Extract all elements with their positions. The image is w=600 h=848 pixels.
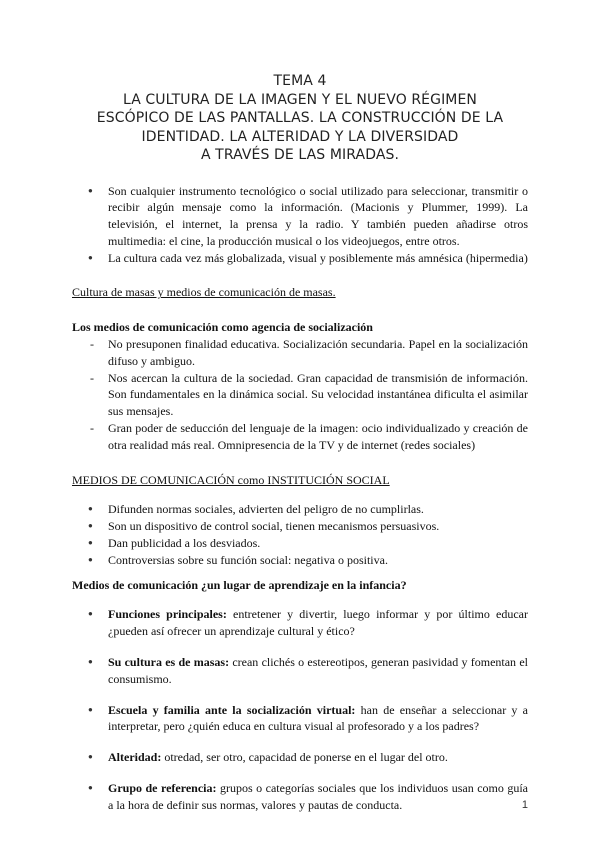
list-item	[72, 749, 528, 766]
item-term: Funciones principales:	[108, 607, 227, 622]
list-item	[72, 702, 528, 736]
item-text: grupos o categorías sociales que los individuos usan como guía a la hora de definir sus normas, valores y pautas de conducta.	[108, 781, 529, 812]
section-heading-agencia: Los medios de comunicación como agencia de socialización	[72, 320, 373, 335]
list-item: ● La cultura cada vez más globalizada, visual y posiblemente más amnésica (hipermedia)	[72, 250, 528, 267]
list-item: ● Controversias sobre su función social: negativa o positiva.	[72, 552, 528, 569]
list-item	[72, 780, 528, 814]
list-item: - No presuponen finalidad educativa. Socialización secundaria. Papel en la socialización difuso y ambiguo.	[72, 336, 528, 370]
page-number: 1	[521, 799, 528, 811]
list-item: ● Son cualquier instrumento tecnológico o social utilizado para seleccionar, transmitir o recibir algún mensaje como la información. (Macionis y Plummer, 1999). La televisión, el internet, la prensa y la radio. Y también pueden añadirse otros multimedia: el cine, la producción musical o los videojuegos, entre otros.	[72, 183, 528, 250]
agencia-list	[72, 336, 528, 454]
item-term: Escuela y familia ante la socialización virtual:	[108, 702, 356, 717]
item-text: otredad, ser otro, capacidad de ponerse en el lugar del otro.	[161, 750, 448, 765]
list-item: ● Dan publicidad a los desviados.	[72, 535, 528, 552]
list-item: - Gran poder de seducción del lenguaje de la imagen: ocio individualizado y creación de otra realidad más real. Omnipresencia de la TV y de internet (redes sociales)	[72, 420, 528, 454]
title-line: ESCÓPICO DE LAS PANTALLAS. LA CONSTRUCCIÓN DE LA	[96, 110, 504, 126]
list-item: ● Son un dispositivo de control social, tienen mecanismos persuasivos.	[72, 518, 528, 535]
document-title	[72, 72, 528, 165]
title-line: TEMA 4	[273, 73, 327, 89]
item-term: Grupo de referencia:	[108, 781, 217, 796]
title-line: A TRAVÉS DE LAS MIRADAS.	[200, 147, 400, 163]
list-item: ● Difunden normas sociales, advierten del peligro de no cumplirlas.	[72, 501, 528, 518]
list-item	[72, 654, 528, 688]
intro-list	[72, 183, 528, 267]
section-heading-aprendizaje: Medios de comunicación ¿un lugar de aprendizaje en la infancia?	[72, 577, 407, 592]
item-text: han de enseñar a seleccionar y a interpretar, pero ¿quién educa en cultura visual al profesorado y a los padres?	[108, 702, 528, 734]
aprendizaje-list	[72, 606, 528, 813]
title-line: LA CULTURA DE LA IMAGEN Y EL NUEVO RÉGIMEN	[122, 91, 478, 108]
item-text: crean clichés o estereotipos, generan pasividad y fomentan el consumismo.	[108, 655, 528, 686]
list-item	[72, 606, 528, 640]
title-line: IDENTIDAD. LA ALTERIDAD Y LA DIVERSIDAD	[141, 128, 459, 145]
document-body	[72, 183, 528, 814]
item-term: Su cultura es de masas:	[108, 655, 230, 670]
section-heading-masas: Cultura de masas y medios de comunicación de masas.	[72, 285, 336, 300]
item-term: Alteridad:	[108, 750, 162, 765]
institucion-list	[72, 501, 528, 568]
list-item: - Nos acercan la cultura de la sociedad. Gran capacidad de transmisión de información. Son fundamentales en la dinámica social. Su velocidad instantánea dificulta el asimilar sus mensajes.	[72, 370, 528, 420]
section-heading-institucion: MEDIOS DE COMUNICACIÓN como INSTITUCIÓN SOCIAL	[72, 472, 390, 487]
item-text: entretener y divertir, luego informar y por último educar ¿pueden así ofrecer un aprendizaje cultural y ético?	[108, 607, 528, 639]
